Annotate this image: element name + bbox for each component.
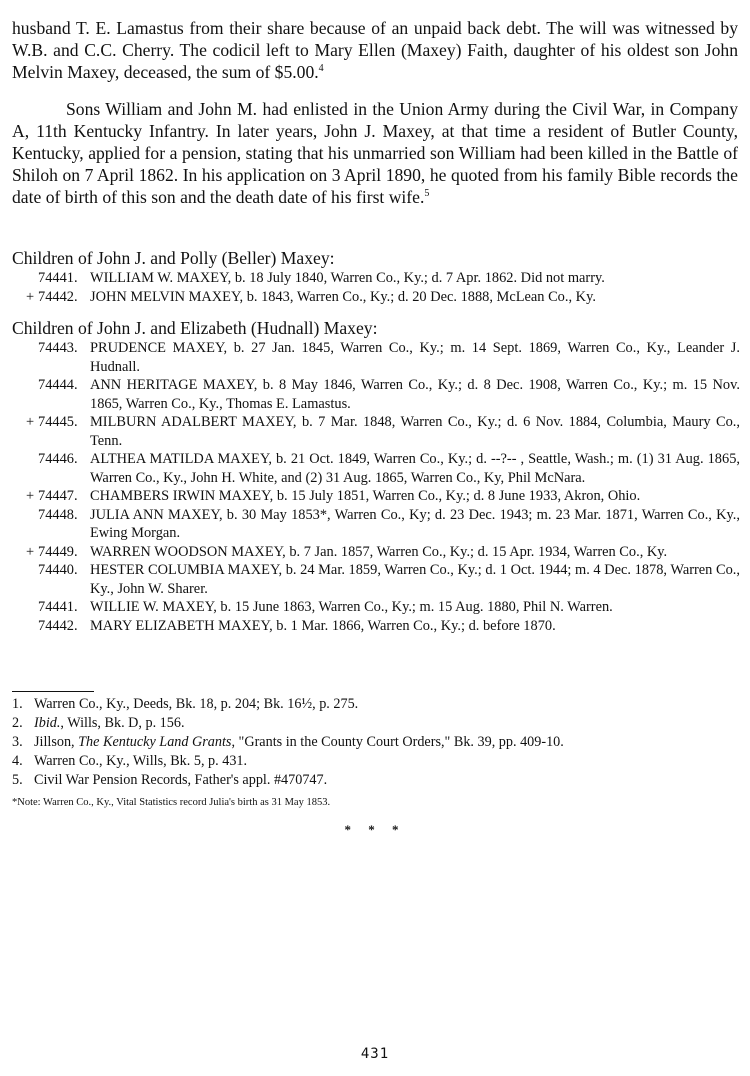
entry-text: HESTER COLUMBIA MAXEY, b. 24 Mar. 1859, Warren Co., Ky.; d. 1 Oct. 1944; m. 4 Dec. 1878, Warren Co., Ky., John W. Sharer. — [90, 562, 740, 597]
child-entry — [12, 269, 740, 288]
paragraph-will — [12, 17, 738, 83]
asterisk-note: *Note: Warren Co., Ky., Vital Statistics record Julia's birth as 31 May 1853. — [12, 797, 331, 808]
footnote-italic: Ibid. — [34, 715, 61, 731]
children-heading-elizabeth: Children of John J. and Elizabeth (Hudnall) Maxey: — [12, 318, 378, 338]
footnote-number: 5. — [12, 772, 23, 788]
child-entry — [12, 450, 740, 487]
footnote-italic: The Kentucky Land Grants — [78, 734, 232, 750]
footnote-number: 2. — [12, 715, 23, 731]
child-entry — [12, 413, 740, 450]
entry-number: 74441. — [38, 599, 78, 615]
paragraph-text: Sons William and John M. had enlisted in the Union Army during the Civil War, in Company A, 11th Kentucky Infantry. In later years, John J. Maxey, at that time a resident of Butler County, Kentucky, applied for a pension, stating that his unmarried son William had been killed in the Battle of Shiloh on 7 April 1862. In his application on 3 April 1890, he quoted from his family Bible records the date of birth of this son and the death date of his first wife. — [12, 99, 738, 207]
child-entry — [12, 543, 740, 562]
entry-text: MARY ELIZABETH MAXEY, b. 1 Mar. 1866, Warren Co., Ky.; d. before 1870. — [90, 617, 556, 634]
child-entry — [12, 376, 740, 413]
entry-text: JOHN MELVIN MAXEY, b. 1843, Warren Co., Ky.; d. 20 Dec. 1888, McLean Co., Ky. — [90, 288, 596, 305]
entry-number: 74445. — [38, 414, 78, 430]
descendant-mark: + — [26, 288, 35, 305]
footnote — [12, 695, 740, 714]
child-entry — [12, 617, 740, 636]
entry-text: ALTHEA MATILDA MAXEY, b. 21 Oct. 1849, Warren Co., Ky.; d. --?-- , Seattle, Wash.; m. (1) 31 Aug. 1865, Warren Co., Ky., John H. White, and (2) 31 Aug. 1865, Warren Co., Ky, Phil McNara. — [90, 451, 740, 486]
entry-text: PRUDENCE MAXEY, b. 27 Jan. 1845, Warren Co., Ky.; m. 14 Sept. 1869, Warren Co., Ky., Leander J. Hudnall. — [90, 340, 740, 375]
footnote-text: Warren Co., Ky., Wills, Bk. 5, p. 431. — [34, 753, 248, 769]
entry-number: 74446. — [38, 451, 78, 467]
entry-number: 74444. — [38, 377, 78, 393]
footnote-text: , Wills, Bk. D, p. 156. — [60, 715, 185, 731]
children-list-elizabeth — [12, 339, 740, 635]
entry-number: 74440. — [38, 562, 78, 578]
footnote — [12, 714, 740, 733]
child-entry — [12, 561, 740, 598]
footnote-text: Civil War Pension Records, Father's appl. #470747. — [34, 772, 328, 788]
entry-number: 74441. — [38, 270, 78, 286]
descendant-mark: + — [26, 543, 35, 560]
entry-text: WILLIAM W. MAXEY, b. 18 July 1840, Warren Co., Ky.; d. 7 Apr. 1862. Did not marry. — [90, 270, 605, 286]
footnotes — [12, 695, 740, 790]
entry-text: CHAMBERS IRWIN MAXEY, b. 15 July 1851, Warren Co., Ky.; d. 8 June 1933, Akron, Ohio. — [90, 488, 641, 504]
entry-text: MILBURN ADALBERT MAXEY, b. 7 Mar. 1848, Warren Co., Ky.; d. 6 Nov. 1884, Columbia, Maury Co., Tenn. — [90, 414, 740, 449]
entry-number: 74442. — [38, 617, 78, 634]
footnote-number: 1. — [12, 696, 23, 712]
footnote — [12, 752, 740, 771]
footnote-ref: 4 — [318, 63, 324, 75]
entry-text: ANN HERITAGE MAXEY, b. 8 May 1846, Warren Co., Ky.; d. 8 Dec. 1908, Warren Co., Ky.; m. 15 Nov. 1865, Warren Co., Ky., Thomas E. Lamastus. — [90, 377, 740, 412]
paragraph-text: husband T. E. Lamastus from their share because of an unpaid back debt. The will was witnessed by W.B. and C.C. Cherry. The codicil left to Mary Ellen (Maxey) Faith, daughter of his oldest son John Melvin Maxey, deceased, the sum of $5.00. — [12, 18, 738, 82]
descendant-mark: + — [26, 414, 35, 430]
footnote — [12, 771, 740, 790]
footnote-number: 4. — [12, 753, 23, 769]
descendant-mark: + — [26, 488, 35, 504]
entry-text: JULIA ANN MAXEY, b. 30 May 1853*, Warren Co., Ky; d. 23 Dec. 1943; m. 23 Mar. 1871, Warren Co., Ky., Ewing Morgan. — [90, 506, 740, 541]
section-separator: * * * — [344, 822, 406, 837]
child-entry — [12, 288, 740, 307]
page-number: 431 — [360, 1046, 390, 1062]
footnote-number: 3. — [12, 734, 23, 750]
footnote-ref: 5 — [424, 188, 430, 200]
child-entry — [12, 506, 740, 543]
entry-number: 74448. — [38, 506, 78, 523]
child-entry — [12, 598, 740, 617]
footnote-rule — [12, 691, 94, 692]
entry-number: 74442. — [38, 288, 78, 305]
children-heading-polly: Children of John J. and Polly (Beller) Maxey: — [12, 248, 335, 268]
child-entry — [12, 339, 740, 376]
paragraph-civil-war — [12, 98, 738, 208]
footnote — [12, 733, 740, 752]
footnote-text: , "Grants in the County Court Orders," Bk. 39, pp. 409-10. — [231, 734, 564, 750]
footnote-text: Warren Co., Ky., Deeds, Bk. 18, p. 204; Bk. 16½, p. 275. — [34, 696, 359, 712]
entry-number: 74449. — [38, 543, 78, 560]
entry-number: 74443. — [38, 340, 78, 356]
entry-number: 74447. — [38, 488, 78, 504]
child-entry — [12, 487, 740, 506]
entry-text: WILLIE W. MAXEY, b. 15 June 1863, Warren Co., Ky.; m. 15 Aug. 1880, Phil N. Warren. — [90, 599, 613, 615]
footnote-pre: Jillson, — [34, 734, 79, 750]
entry-text: WARREN WOODSON MAXEY, b. 7 Jan. 1857, Warren Co., Ky.; d. 15 Apr. 1934, Warren Co., Ky. — [90, 543, 668, 560]
children-list-polly — [12, 269, 740, 306]
